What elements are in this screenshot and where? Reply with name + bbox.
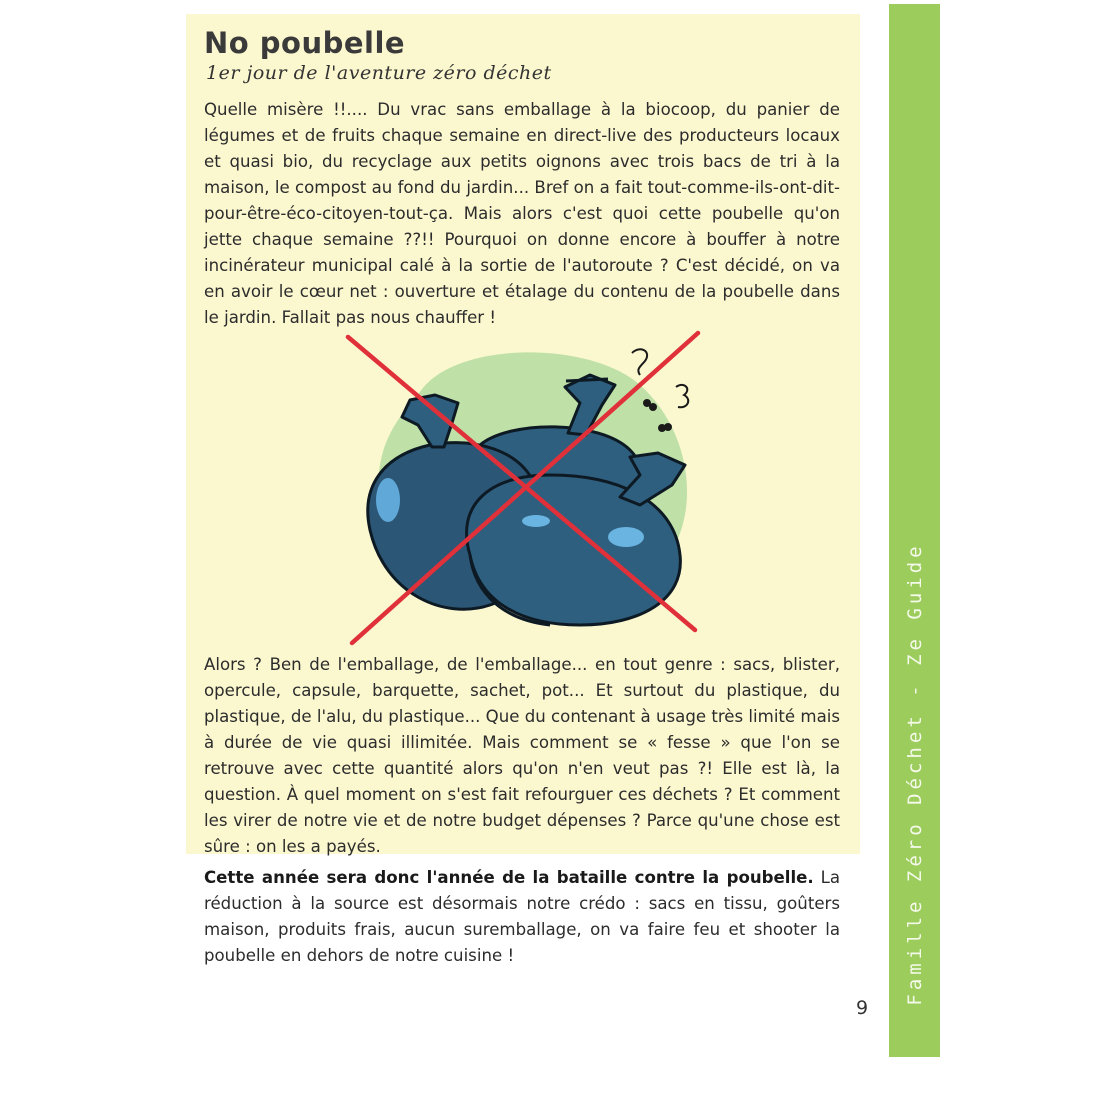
conclusion-rest: La réduction à la source est désormais notre crédo : sacs en tissu, goûters maison, produits frais, aucun suremballage, on va faire feu et shooter la poubelle en dehors de notre cuisine !	[204, 868, 840, 965]
side-label: Famille Zéro Déchet - Ze Guide	[903, 542, 926, 1006]
conclusion-bold: Cette année sera donc l'année de la bataille contre la poubelle.	[204, 868, 814, 887]
trash-bags-illustration	[340, 325, 710, 650]
page-subtitle: 1er jour de l'aventure zéro déchet	[206, 62, 552, 84]
side-label-container	[889, 4, 940, 1057]
intro-paragraph: Quelle misère !!.... Du vrac sans emballage à la biocoop, du panier de légumes et de fruits chaque semaine en direct-live des producteurs locaux et quasi bio, du recyclage aux petits oignons avec trois bacs de tri à la maison, le compost au fond du jardin... Bref on a fait tout-comme-ils-ont-dit-pour-être-éco-citoyen-tout-ça. Mais alors c'est quoi cette poubelle qu'on jette chaque semaine ??!! Pourquoi on donne encore à bouffer à notre incinérateur municipal calé à la sortie de l'autoroute ? C'est décidé, on va en avoir le cœur net : ouverture et étalage du contenu de la poubelle dans le jardin. Fallait pas nous chauffer !	[204, 100, 840, 327]
page-title: No poubelle	[204, 26, 406, 60]
page-number: 9	[856, 997, 869, 1019]
conclusion-paragraph	[204, 865, 840, 969]
analysis-paragraph: Alors ? Ben de l'emballage, de l'emballage... en tout genre : sacs, blister, opercule, capsule, barquette, sachet, pot... Et surtout du plastique, du plastique, de l'alu, du plastique... Que du contenant à usage très limité mais à durée de vie quasi illimitée. Mais comment se « fesse » que l'on se retrouve avec cette quantité alors qu'on n'en veut pas ?! Elle est là, la question. À quel moment on s'est fait refourguer ces déchets ? Et comment les virer de notre vie et de notre budget dépenses ? Parce qu'une chose est sûre : on les a payés.	[204, 655, 841, 856]
